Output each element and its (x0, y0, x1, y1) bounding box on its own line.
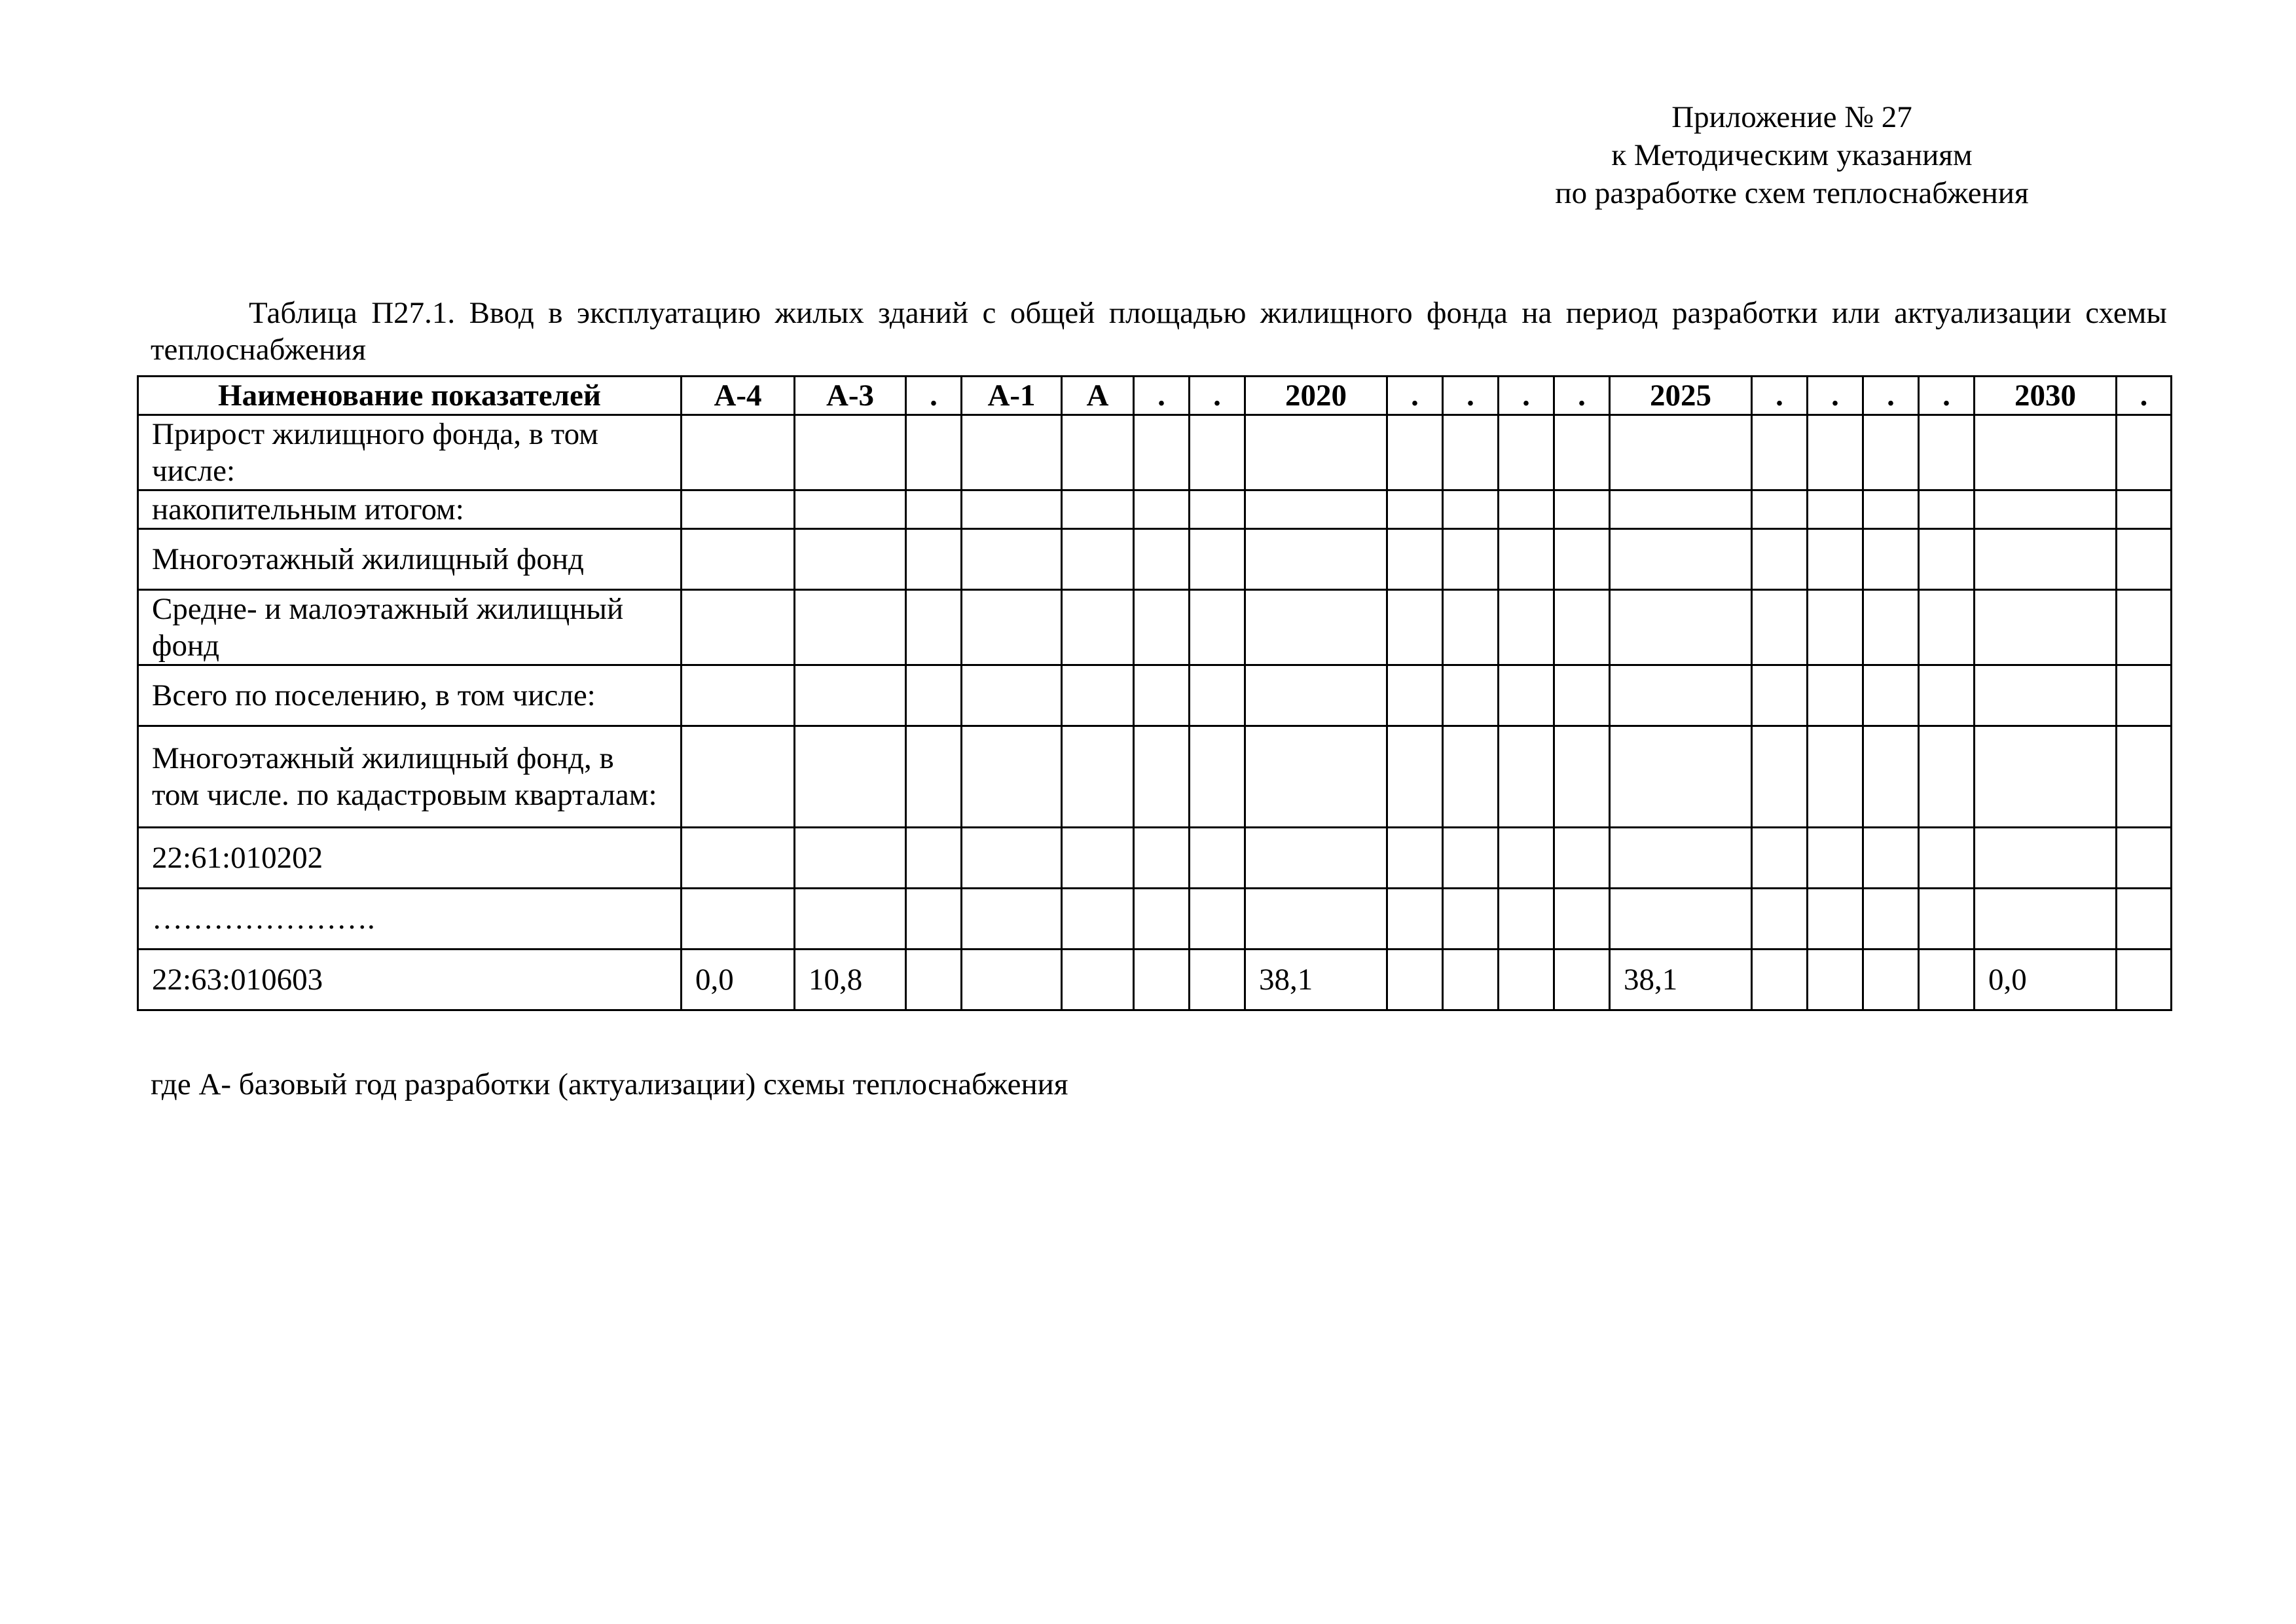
table-cell (795, 490, 906, 529)
table-cell (1808, 415, 1863, 490)
table-cell (1062, 726, 1134, 828)
table-cell (1554, 415, 1610, 490)
table-cell (1499, 590, 1554, 665)
table-row (138, 950, 2172, 1010)
table-cell (1863, 590, 1919, 665)
column-header: . (1554, 377, 1610, 415)
appendix-number: Приложение № 27 (1671, 100, 1912, 134)
table-cell (906, 828, 962, 889)
table-cell (1499, 415, 1554, 490)
column-header: А (1062, 377, 1134, 415)
table-cell (682, 889, 795, 950)
table-cell (906, 490, 962, 529)
table-cell (1443, 889, 1499, 950)
table-cell (1134, 726, 1190, 828)
table-cell (2117, 415, 2172, 490)
table-cell (1808, 529, 1863, 590)
table-cell (1443, 950, 1499, 1010)
table-row (138, 828, 2172, 889)
table-cell (1752, 665, 1808, 726)
table-cell (1919, 828, 1975, 889)
table-cell (1245, 665, 1387, 726)
table-cell: 0,0 (682, 950, 795, 1010)
table-cell (1190, 726, 1245, 828)
table-cell (795, 415, 906, 490)
table-cell (2117, 950, 2172, 1010)
table-cell (1975, 828, 2117, 889)
table-cell (1387, 415, 1443, 490)
row-label: Многоэтажный жилищный фонд (138, 529, 682, 590)
table-cell (1752, 828, 1808, 889)
table-cell (1190, 828, 1245, 889)
column-header: . (1499, 377, 1554, 415)
table-cell (1554, 726, 1610, 828)
housing-table (137, 375, 2172, 1011)
table-cell (962, 590, 1062, 665)
table-cell (962, 828, 1062, 889)
table-cell (1610, 828, 1752, 889)
table-cell (1919, 415, 1975, 490)
table-cell (1245, 726, 1387, 828)
column-header: . (1863, 377, 1919, 415)
table-cell (1190, 415, 1245, 490)
table-cell (1443, 490, 1499, 529)
table-cell (1554, 950, 1610, 1010)
table-cell (962, 490, 1062, 529)
table-cell (1134, 950, 1190, 1010)
column-header: А-4 (682, 377, 795, 415)
table-cell (1245, 590, 1387, 665)
table-cell (1387, 490, 1443, 529)
table-cell (1554, 828, 1610, 889)
table-cell (906, 529, 962, 590)
table-cell (1443, 828, 1499, 889)
table-cell (1808, 950, 1863, 1010)
table-cell (1134, 889, 1190, 950)
column-header: А-1 (962, 377, 1062, 415)
table-cell (1245, 415, 1387, 490)
column-header: . (1752, 377, 1808, 415)
table-cell (1554, 665, 1610, 726)
table-cell (1245, 490, 1387, 529)
table-cell (906, 726, 962, 828)
table-cell (1975, 889, 2117, 950)
table-cell (682, 490, 795, 529)
table-cell (1863, 726, 1919, 828)
table-cell (2117, 590, 2172, 665)
table-cell (962, 665, 1062, 726)
table-cell (2117, 490, 2172, 529)
table-cell (1752, 950, 1808, 1010)
table-cell: 38,1 (1610, 950, 1752, 1010)
table-cell (1387, 889, 1443, 950)
table-cell (1752, 529, 1808, 590)
column-header: . (1443, 377, 1499, 415)
table-row (138, 590, 2172, 665)
table-cell (1554, 490, 1610, 529)
footnote: где А- базовый год разработки (актуализации) схемы теплоснабжения (151, 1067, 1068, 1101)
table-cell (1387, 950, 1443, 1010)
table-cell (906, 665, 962, 726)
table-cell (682, 665, 795, 726)
table-row (138, 529, 2172, 590)
table-cell (1919, 590, 1975, 665)
table-cell (1610, 415, 1752, 490)
table-caption: Таблица П27.1. Ввод в эксплуатацию жилых зданий с общей площадью жилищного фонда на период разработки или актуализации схемы теплоснабжения (151, 296, 2167, 367)
table-cell (1062, 950, 1134, 1010)
column-header-name: Наименование показателей (138, 377, 682, 415)
column-header: . (1134, 377, 1190, 415)
table-cell (1919, 490, 1975, 529)
row-label: Многоэтажный жилищный фонд, в том числе. по кадастровым кварталам: (138, 726, 682, 828)
table-cell (962, 529, 1062, 590)
table-cell (682, 415, 795, 490)
table-cell (1387, 529, 1443, 590)
column-header: . (1190, 377, 1245, 415)
table-cell (1919, 665, 1975, 726)
appendix-subject: по разработке схем теплоснабжения (1555, 176, 2029, 210)
table-cell (1062, 665, 1134, 726)
table-cell (1610, 665, 1752, 726)
table-cell (1387, 726, 1443, 828)
table-cell (1975, 590, 2117, 665)
appendix-header (1465, 98, 2119, 212)
table-cell (1919, 950, 1975, 1010)
table-cell (1387, 665, 1443, 726)
column-header: 2020 (1245, 377, 1387, 415)
table-cell (2117, 665, 2172, 726)
table-cell (795, 529, 906, 590)
table-cell: 0,0 (1975, 950, 2117, 1010)
table-row (138, 726, 2172, 828)
table-cell (1808, 726, 1863, 828)
table-cell (682, 590, 795, 665)
table-cell (1610, 529, 1752, 590)
table-cell (1443, 529, 1499, 590)
table-cell (1863, 950, 1919, 1010)
table-cell (962, 889, 1062, 950)
table-cell (906, 950, 962, 1010)
table-cell (682, 529, 795, 590)
table-cell (1134, 490, 1190, 529)
column-header: . (906, 377, 962, 415)
table-cell (1134, 828, 1190, 889)
table-cell (906, 889, 962, 950)
row-label: Прирост жилищного фонда, в том числе: (138, 415, 682, 490)
table-cell (1245, 529, 1387, 590)
table-cell (1919, 726, 1975, 828)
column-header: 2030 (1975, 377, 2117, 415)
table-cell (1554, 889, 1610, 950)
table-cell (1499, 828, 1554, 889)
table-cell (1499, 665, 1554, 726)
table-cell (1863, 665, 1919, 726)
row-label: накопительным итогом: (138, 490, 682, 529)
table-cell (1610, 726, 1752, 828)
table-cell (1190, 665, 1245, 726)
column-header: . (2117, 377, 2172, 415)
table-cell (1863, 828, 1919, 889)
table-cell (1443, 726, 1499, 828)
table-cell (2117, 529, 2172, 590)
table-cell (1499, 726, 1554, 828)
row-label: …………………. (138, 889, 682, 950)
table-cell (1554, 590, 1610, 665)
table-cell (1975, 415, 2117, 490)
table-cell (1245, 828, 1387, 889)
row-label: 22:61:010202 (138, 828, 682, 889)
table-cell (2117, 726, 2172, 828)
table-cell: 10,8 (795, 950, 906, 1010)
table-cell (1863, 490, 1919, 529)
table-cell (1752, 889, 1808, 950)
table-cell (1499, 490, 1554, 529)
column-header: . (1387, 377, 1443, 415)
table-row (138, 490, 2172, 529)
table-cell (795, 828, 906, 889)
table-cell (906, 590, 962, 665)
table-cell (962, 950, 1062, 1010)
table-cell (1752, 415, 1808, 490)
table-cell (1610, 490, 1752, 529)
table-cell (1443, 415, 1499, 490)
table-cell (1443, 590, 1499, 665)
table-cell (1245, 889, 1387, 950)
table-row (138, 665, 2172, 726)
column-header: . (1919, 377, 1975, 415)
table-cell (1134, 415, 1190, 490)
table-cell (795, 726, 906, 828)
table-cell (1863, 415, 1919, 490)
table-cell (1134, 529, 1190, 590)
table-cell (1554, 529, 1610, 590)
table-cell (1975, 529, 2117, 590)
table-cell (1387, 828, 1443, 889)
table-cell (906, 415, 962, 490)
table-cell (1443, 665, 1499, 726)
table-cell (1919, 529, 1975, 590)
table-cell (1387, 590, 1443, 665)
table-cell (1134, 590, 1190, 665)
table-cell (795, 590, 906, 665)
row-label: Всего по поселению, в том числе: (138, 665, 682, 726)
appendix-reference: к Методическим указаниям (1611, 138, 1973, 172)
column-header: 2025 (1610, 377, 1752, 415)
table-cell (1190, 889, 1245, 950)
column-header: . (1808, 377, 1863, 415)
table-cell (1808, 889, 1863, 950)
table-cell (795, 665, 906, 726)
table-cell: 38,1 (1245, 950, 1387, 1010)
table-cell (1808, 828, 1863, 889)
table-cell (1499, 950, 1554, 1010)
table-row (138, 889, 2172, 950)
table-cell (682, 828, 795, 889)
table-cell (1190, 529, 1245, 590)
table-cell (1808, 590, 1863, 665)
table-cell (795, 889, 906, 950)
table-cell (1499, 529, 1554, 590)
table-cell (1190, 490, 1245, 529)
table-cell (1062, 490, 1134, 529)
table-cell (1190, 950, 1245, 1010)
table-cell (1975, 490, 2117, 529)
table-cell (1863, 889, 1919, 950)
table-cell (1610, 889, 1752, 950)
table-cell (1975, 726, 2117, 828)
table-row (138, 415, 2172, 490)
table-cell (2117, 828, 2172, 889)
table-cell (2117, 889, 2172, 950)
table-cell (1610, 590, 1752, 665)
table-cell (1808, 665, 1863, 726)
column-header: А-3 (795, 377, 906, 415)
table-cell (1752, 490, 1808, 529)
table-cell (682, 726, 795, 828)
table-cell (962, 415, 1062, 490)
table-cell (1134, 665, 1190, 726)
table-cell (1752, 590, 1808, 665)
table-cell (1062, 529, 1134, 590)
table-cell (1863, 529, 1919, 590)
table-cell (962, 726, 1062, 828)
table-cell (1808, 490, 1863, 529)
table-cell (1919, 889, 1975, 950)
table-cell (1975, 665, 2117, 726)
row-label: 22:63:010603 (138, 950, 682, 1010)
row-label: Средне- и малоэтажный жилищный фонд (138, 590, 682, 665)
table-cell (1190, 590, 1245, 665)
table-cell (1062, 889, 1134, 950)
table-cell (1499, 889, 1554, 950)
table-cell (1062, 590, 1134, 665)
table-cell (1752, 726, 1808, 828)
table-header-row (138, 377, 2172, 415)
table-cell (1062, 415, 1134, 490)
table-cell (1062, 828, 1134, 889)
